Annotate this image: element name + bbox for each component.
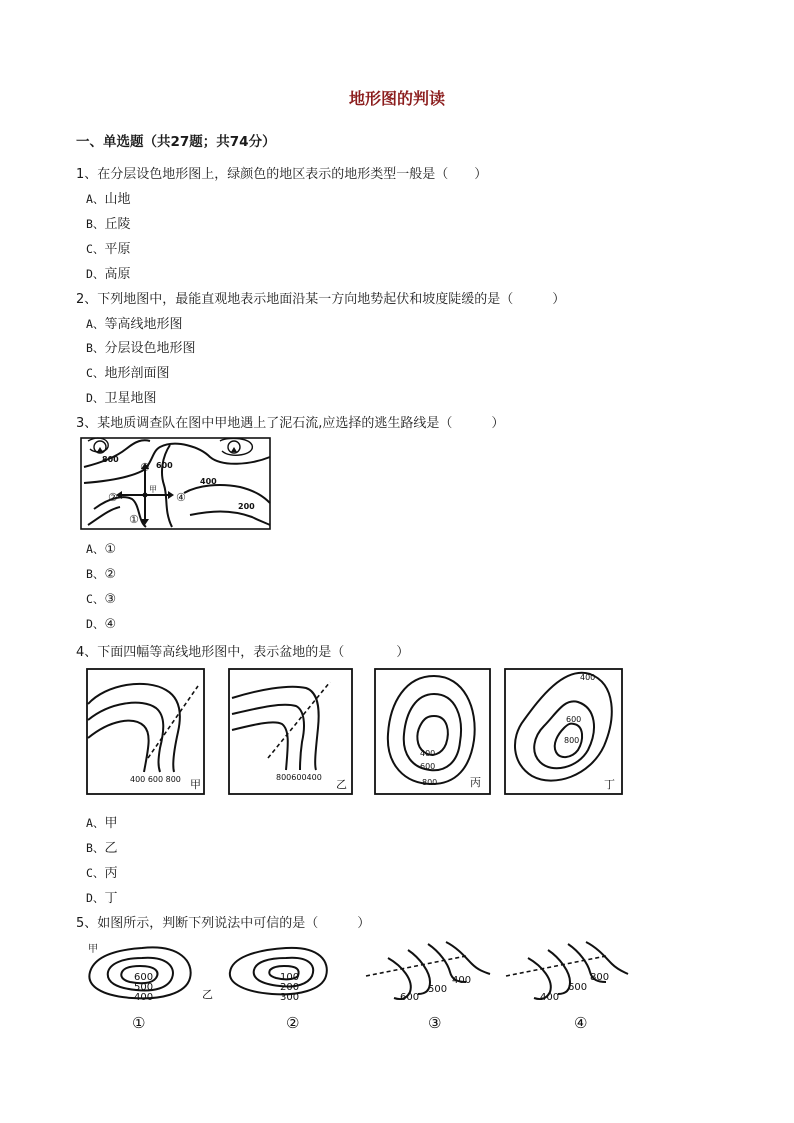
question-5-f2-num: ② (286, 1014, 300, 1032)
question-4-bing-v3: 800 (422, 778, 438, 787)
question-3-option-a[interactable]: A、① (86, 542, 117, 557)
question-5-figure-3 (362, 938, 496, 1032)
page-title: 地形图的判读 (348, 89, 445, 108)
question-5-f1-jia: 甲 (88, 944, 98, 955)
question-5-figure-2 (224, 938, 334, 1032)
question-5-f4-v2: 600 (568, 982, 588, 993)
question-5-f2-v1: 100 (280, 972, 300, 983)
question-4-jia-label: 甲 (190, 778, 201, 791)
question-2-option-d[interactable]: D、卫星地图 (86, 391, 157, 406)
question-3-label-200: 200 (238, 502, 255, 511)
question-1-stem: 1、在分层设色地形图上，绿颜色的地区表示的地形类型一般是（ ） (76, 167, 488, 182)
question-5-f1-v1: 600 (134, 972, 154, 983)
question-3-label-600: 600 (156, 461, 173, 470)
question-4-bing-v1: 400 (420, 749, 436, 758)
question-5-f1-v3: 400 (134, 992, 154, 1003)
question-5-f4-v3: 400 (540, 992, 560, 1003)
question-5-f3-num: ③ (428, 1014, 442, 1032)
question-3-option-b[interactable]: B、② (86, 567, 117, 582)
question-5-f1-num: ① (132, 1014, 146, 1032)
question-5-f3-v2: 500 (428, 984, 448, 995)
question-4-yi-label: 乙 (336, 778, 347, 791)
question-5-f4-v1: 800 (590, 972, 610, 983)
question-2-option-c[interactable]: C、地形剖面图 (86, 366, 170, 381)
question-4-figure-ding (504, 668, 624, 796)
question-4-bing-label: 丙 (470, 776, 481, 789)
question-4-figure-jia (86, 668, 206, 796)
question-3-label-400: 400 (200, 477, 217, 486)
question-2-stem: 2、下列地图中，最能直观地表示地面沿某一方向地势起伏和坡度陡缓的是（ ） (76, 292, 566, 307)
section-heading: 一、单选题（共27题；共74分） (76, 134, 276, 150)
question-3-option-c[interactable]: C、③ (86, 592, 117, 607)
question-5-f3-v3: 600 (400, 992, 420, 1003)
question-4-bing-v2: 600 (420, 762, 436, 771)
question-3-contour-map (80, 437, 272, 531)
question-4-ding-v1: 400 (580, 673, 596, 682)
question-3-option-d[interactable]: D、④ (86, 617, 117, 632)
question-4-ding-v2: 600 (566, 715, 582, 724)
question-2-option-b[interactable]: B、分层设色地形图 (86, 341, 196, 356)
question-1-option-a[interactable]: A、山地 (86, 192, 131, 207)
question-4-yi-values: 800600400 (276, 773, 322, 782)
question-1-option-d[interactable]: D、高原 (86, 267, 131, 282)
question-4-option-d[interactable]: D、丁 (86, 891, 118, 906)
question-1-option-b[interactable]: B、丘陵 (86, 217, 131, 232)
question-1-option-c[interactable]: C、平原 (86, 242, 131, 257)
question-4-ding-v3: 800 (564, 736, 580, 745)
question-5-stem: 5、如图所示，判断下列说法中可信的是（ ） (76, 916, 371, 931)
question-3-route-4: ④ (176, 491, 186, 504)
question-4-figure-yi (228, 668, 354, 796)
question-3-route-1: ① (129, 513, 139, 526)
question-4-ding-label: 丁 (604, 778, 615, 791)
question-4-option-b[interactable]: B、乙 (86, 841, 118, 856)
question-4-option-c[interactable]: C、丙 (86, 866, 118, 881)
question-5-f2-v2: 200 (280, 982, 300, 993)
question-5-f2-v3: 300 (280, 992, 300, 1003)
question-5-f4-num: ④ (574, 1014, 588, 1032)
question-3-route-2: ② (108, 491, 118, 504)
question-4-jia-values: 400 600 800 (130, 775, 181, 784)
question-3-label-800: 800 (102, 455, 119, 464)
question-4-stem: 4、下面四幅等高线地形图中，表示盆地的是（ ） (76, 645, 410, 660)
question-5-figure-4 (504, 938, 630, 1032)
question-3-label-jia: 甲 (149, 485, 157, 494)
question-5-f3-v1: 400 (452, 975, 472, 986)
question-5-f1-yi: 乙 (202, 988, 213, 1001)
question-5-f1-v2: 500 (134, 982, 154, 993)
question-4-figure-bing (374, 668, 492, 796)
question-5-figure-1 (80, 938, 220, 1032)
question-2-option-a[interactable]: A、等高线地形图 (86, 317, 183, 332)
question-3-route-3: ③ (140, 461, 150, 474)
question-4-option-a[interactable]: A、甲 (86, 816, 118, 831)
question-3-stem: 3、某地质调查队在图中甲地遇上了泥石流,应选择的逃生路线是（ ） (76, 416, 505, 431)
